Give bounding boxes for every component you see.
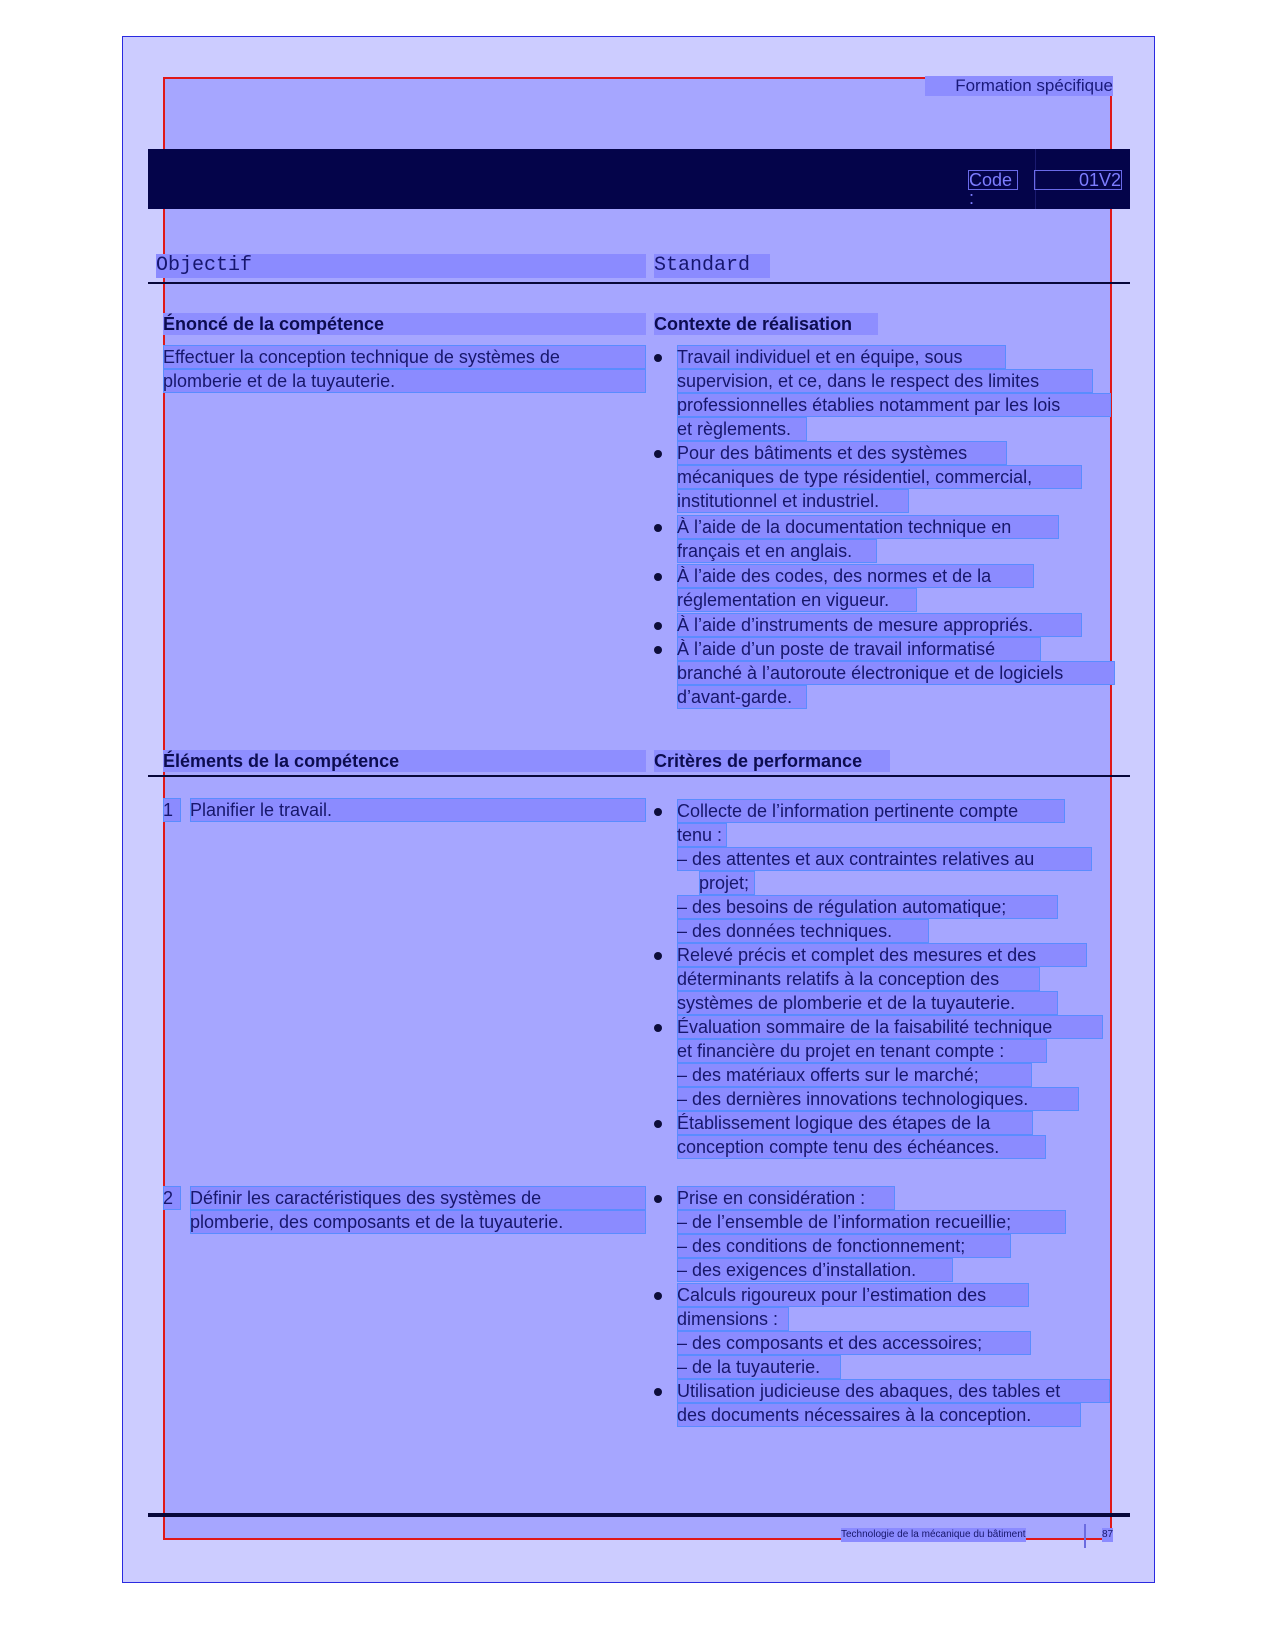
- statement-line-1: Effectuer la conception technique de systèmes de: [163, 345, 646, 369]
- criteria-line-14: Établissement logique des étapes de la: [677, 1111, 1033, 1135]
- criteria-line-12: – des matériaux offerts sur le marché;: [677, 1063, 1032, 1087]
- criteria-line-8: déterminants relatifs à la conception des: [677, 967, 1040, 991]
- context-line-2: supervision, et ce, dans le respect des limites: [677, 369, 1093, 393]
- criteria-bullet: [654, 1120, 662, 1128]
- context-line-4: et règlements.: [677, 417, 807, 441]
- context-line-13: À l’aide d’un poste de travail informatisé: [677, 637, 1041, 661]
- header-label: Formation spécifique: [925, 76, 1113, 96]
- criteria-line-10: Évaluation sommaire de la faisabilité technique: [677, 1015, 1103, 1039]
- footer-title: Technologie de la mécanique du bâtiment: [841, 1529, 1026, 1540]
- code-value: 01V2: [1034, 170, 1122, 190]
- criteria-line-7: Relevé précis et complet des mesures et des: [677, 943, 1087, 967]
- criteria-line-15: conception compte tenu des échéances.: [677, 1135, 1046, 1159]
- criteria2-line-6: dimensions :: [677, 1307, 789, 1331]
- context-line-15: d’avant-garde.: [677, 685, 807, 709]
- context-bullet: [654, 573, 662, 581]
- criteria2-line-7: – des composants et des accessoires;: [677, 1331, 1031, 1355]
- element-text-line-2: plomberie, des composants et de la tuyauterie.: [190, 1210, 646, 1234]
- criteria2-line-3: – des conditions de fonctionnement;: [677, 1234, 1011, 1258]
- context-line-1: Travail individuel et en équipe, sous: [677, 345, 1006, 369]
- elements-title: Éléments de la compétence: [163, 750, 646, 772]
- context-line-6: mécaniques de type résidentiel, commercial,: [677, 465, 1082, 489]
- statement-line-2: plomberie et de la tuyauterie.: [163, 369, 646, 393]
- heading-rule: [148, 282, 1130, 284]
- context-line-7: institutionnel et industriel.: [677, 489, 909, 513]
- column-left-heading: Objectif: [156, 254, 646, 278]
- context-bullet: [654, 450, 662, 458]
- context-line-5: Pour des bâtiments et des systèmes: [677, 441, 1007, 465]
- context-bullet: [654, 354, 662, 362]
- context-bullet: [654, 622, 662, 630]
- footer-rule: [148, 1513, 1130, 1517]
- context-bullet: [654, 524, 662, 532]
- context-line-9: français et en anglais.: [677, 539, 877, 563]
- criteria2-line-1: Prise en considération :: [677, 1186, 895, 1210]
- elements-rule: [148, 775, 1130, 777]
- context-title: Contexte de réalisation: [654, 313, 878, 335]
- criteria-bullet: [654, 1292, 662, 1300]
- context-line-14: branché à l’autoroute électronique et de logiciels: [677, 661, 1115, 685]
- criteria-title: Critères de performance: [654, 750, 890, 772]
- element-text: Planifier le travail.: [190, 798, 646, 822]
- criteria-bullet: [654, 952, 662, 960]
- criteria-line-3: – des attentes et aux contraintes relatives au: [677, 847, 1092, 871]
- criteria-bullet: [654, 1195, 662, 1203]
- context-line-3: professionnelles établies notamment par les lois: [677, 393, 1111, 417]
- criteria-line-4: projet;: [699, 871, 755, 895]
- criteria-bullet: [654, 1388, 662, 1396]
- criteria-line-1: Collecte de l’information pertinente compte: [677, 799, 1065, 823]
- criteria2-line-5: Calculs rigoureux pour l’estimation des: [677, 1283, 1029, 1307]
- criteria-bullet: [654, 1024, 662, 1032]
- element-number: 2: [163, 1186, 181, 1210]
- criteria-line-2: tenu :: [677, 823, 727, 847]
- criteria2-line-2: – de l’ensemble de l’information recueillie;: [677, 1210, 1066, 1234]
- page-number: 87: [1102, 1529, 1114, 1540]
- criteria2-line-10: des documents nécessaires à la conception.: [677, 1403, 1081, 1427]
- context-line-8: À l’aide de la documentation technique en: [677, 515, 1059, 539]
- code-label: Code :: [968, 170, 1018, 190]
- criteria2-line-4: – des exigences d’installation.: [677, 1258, 953, 1282]
- column-right-heading: Standard: [654, 254, 770, 278]
- criteria-line-9: systèmes de plomberie et de la tuyauterie.: [677, 991, 1058, 1015]
- criteria2-line-8: – de la tuyauterie.: [677, 1355, 841, 1379]
- criteria-line-5: – des besoins de régulation automatique;: [677, 895, 1058, 919]
- element-text-line-1: Définir les caractéristiques des systèmes de: [190, 1186, 646, 1210]
- criteria-line-13: – des dernières innovations technologiques.: [677, 1087, 1079, 1111]
- context-line-11: réglementation en vigueur.: [677, 588, 917, 612]
- context-line-12: À l’aide d’instruments de mesure appropriés.: [677, 613, 1082, 637]
- element-number: 1: [163, 798, 181, 822]
- criteria-line-6: – des données techniques.: [677, 919, 929, 943]
- criteria2-line-9: Utilisation judicieuse des abaques, des tables et: [677, 1379, 1110, 1403]
- footer-separator: [1084, 1524, 1086, 1548]
- criteria-bullet: [654, 808, 662, 816]
- context-line-10: À l’aide des codes, des normes et de la: [677, 564, 1034, 588]
- criteria-line-11: et financière du projet en tenant compte :: [677, 1039, 1047, 1063]
- context-bullet: [654, 646, 662, 654]
- statement-title: Énoncé de la compétence: [163, 313, 646, 335]
